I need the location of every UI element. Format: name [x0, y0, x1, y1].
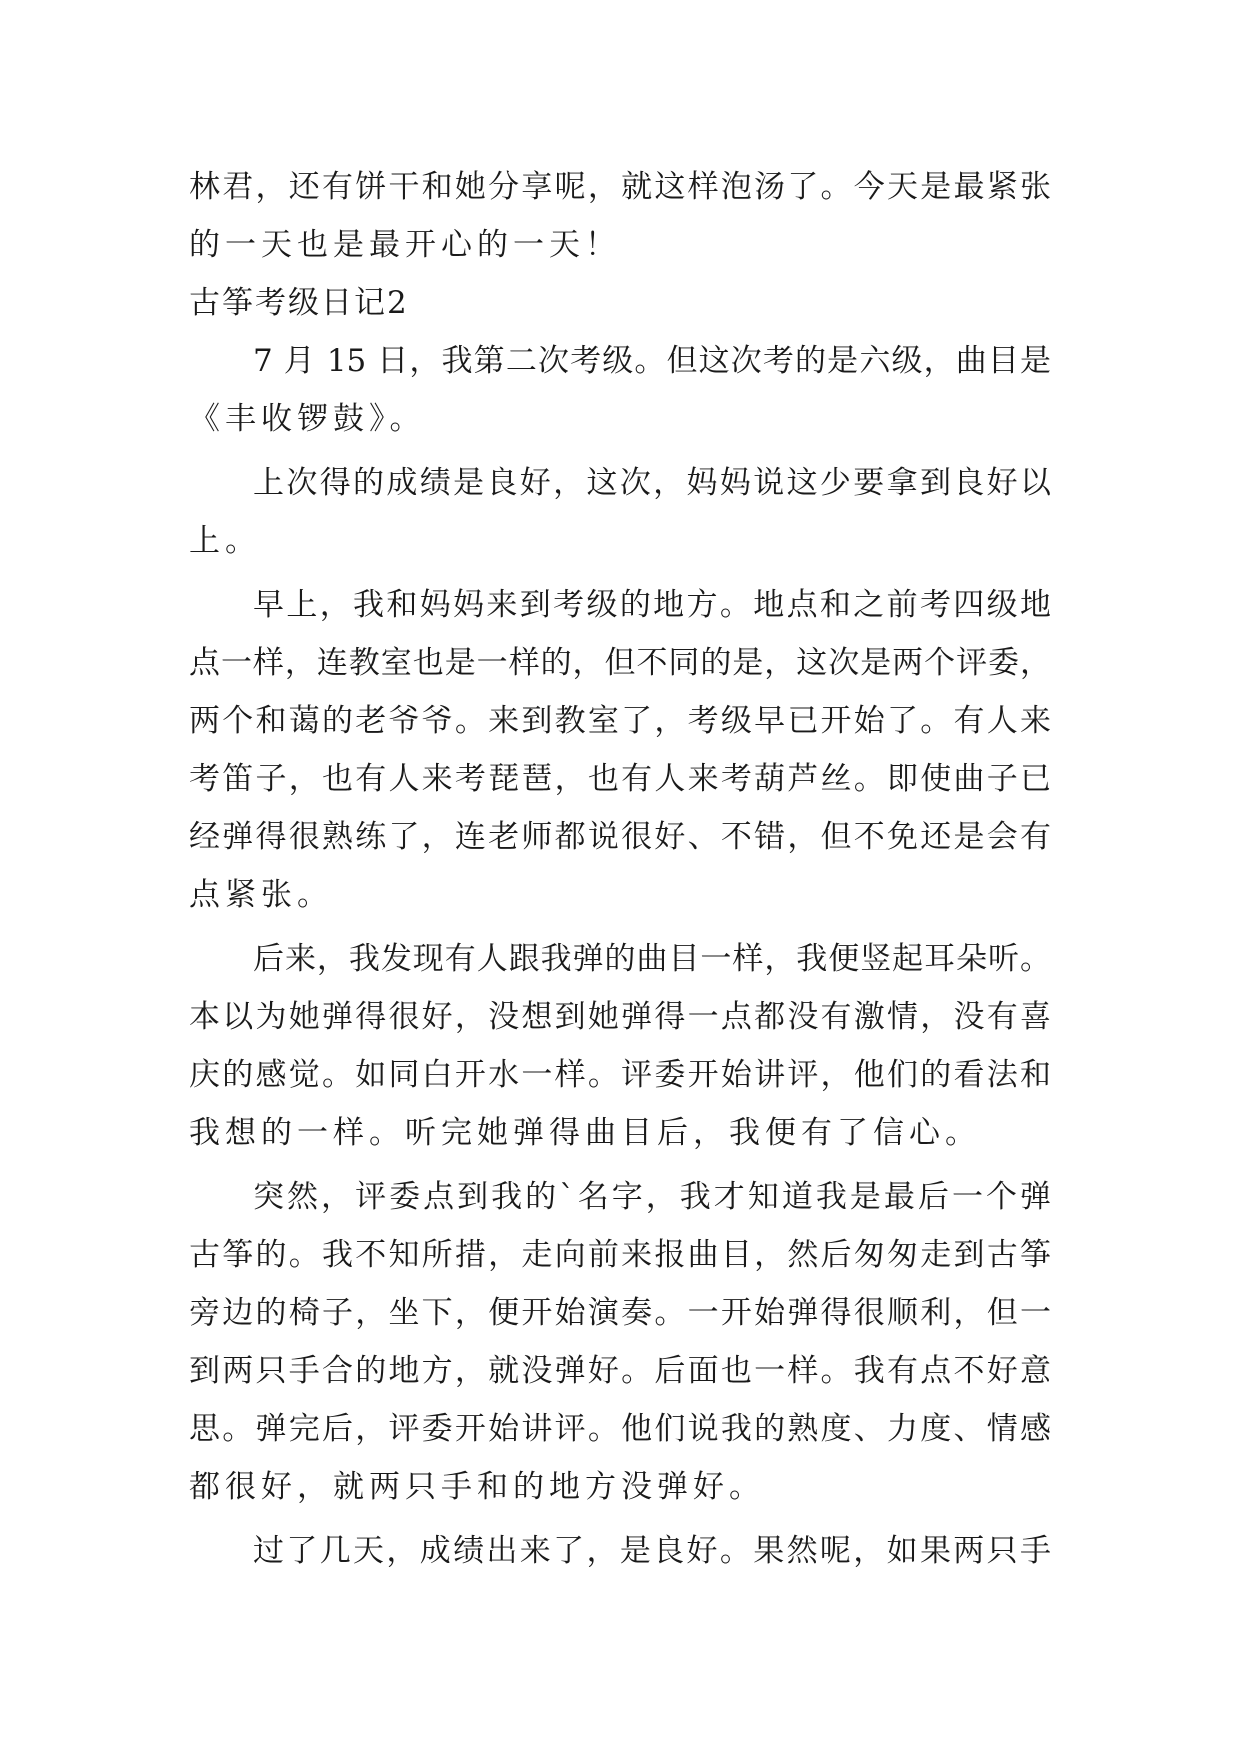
text-line: 庆的感觉。如同白开水一样。评委开始讲评，他们的看法和: [189, 1057, 1051, 1093]
text-line: 古筝的。我不知所措，走向前来报曲目，然后匆匆走到古筝: [189, 1237, 1051, 1273]
paragraph: [189, 930, 1051, 1162]
text-line: 突然，评委点到我的`名字，我才知道我是最后一个弹: [253, 1179, 1051, 1215]
text-line: 上次得的成绩是良好，这次，妈妈说这少要拿到良好以: [253, 465, 1051, 501]
text-line: 考笛子，也有人来考琵琶，也有人来考葫芦丝。即使曲子已: [189, 761, 1051, 797]
paragraph: [189, 1522, 1051, 1580]
text-line: 林君，还有饼干和她分享呢，就这样泡汤了。今天是最紧张: [189, 169, 1051, 205]
text-line: 经弹得很熟练了，连老师都说很好、不错，但不免还是会有: [189, 819, 1051, 855]
text-line: 后来，我发现有人跟我弹的曲目一样，我便竖起耳朵听。: [253, 941, 1051, 977]
paragraph: [189, 332, 1051, 448]
text-line: 思。弹完后，评委开始讲评。他们说我的熟度、力度、情感: [189, 1411, 1051, 1447]
paragraph: [189, 1168, 1051, 1516]
text-line: 都很好，就两只手和的地方没弹好。: [189, 1469, 765, 1505]
text-line: 点紧张。: [189, 877, 333, 913]
paragraph: [189, 576, 1051, 924]
paragraph: [189, 454, 1051, 570]
text-line: 到两只手合的地方，就没弹好。后面也一样。我有点不好意: [189, 1353, 1051, 1389]
text-line: 7 月 15 日，我第二次考级。但这次考的是六级，曲目是: [253, 343, 1051, 379]
text-line: 过了几天，成绩出来了，是良好。果然呢，如果两只手: [253, 1533, 1051, 1569]
text-line: 的一天也是最开心的一天！: [189, 227, 621, 263]
text-line: 点一样，连教室也是一样的，但不同的是，这次是两个评委，: [189, 645, 1051, 681]
text-line: 旁边的椅子，坐下，便开始演奏。一开始弹得很顺利，但一: [189, 1295, 1051, 1331]
text-line: 我想的一样。听完她弹得曲目后，我便有了信心。: [189, 1115, 981, 1151]
text-line: 《丰收锣鼓》。: [189, 401, 426, 437]
text-line: 两个和蔼的老爷爷。来到教室了，考级早已开始了。有人来: [189, 703, 1051, 739]
text-line: 本以为她弹得很好，没想到她弹得一点都没有激情，没有喜: [189, 999, 1051, 1035]
text-line: 早上，我和妈妈来到考级的地方。地点和之前考四级地: [253, 587, 1051, 623]
text-line: 上。: [189, 523, 261, 559]
section-heading: 古筝考级日记2: [189, 285, 409, 321]
document-body: [189, 158, 1051, 1580]
